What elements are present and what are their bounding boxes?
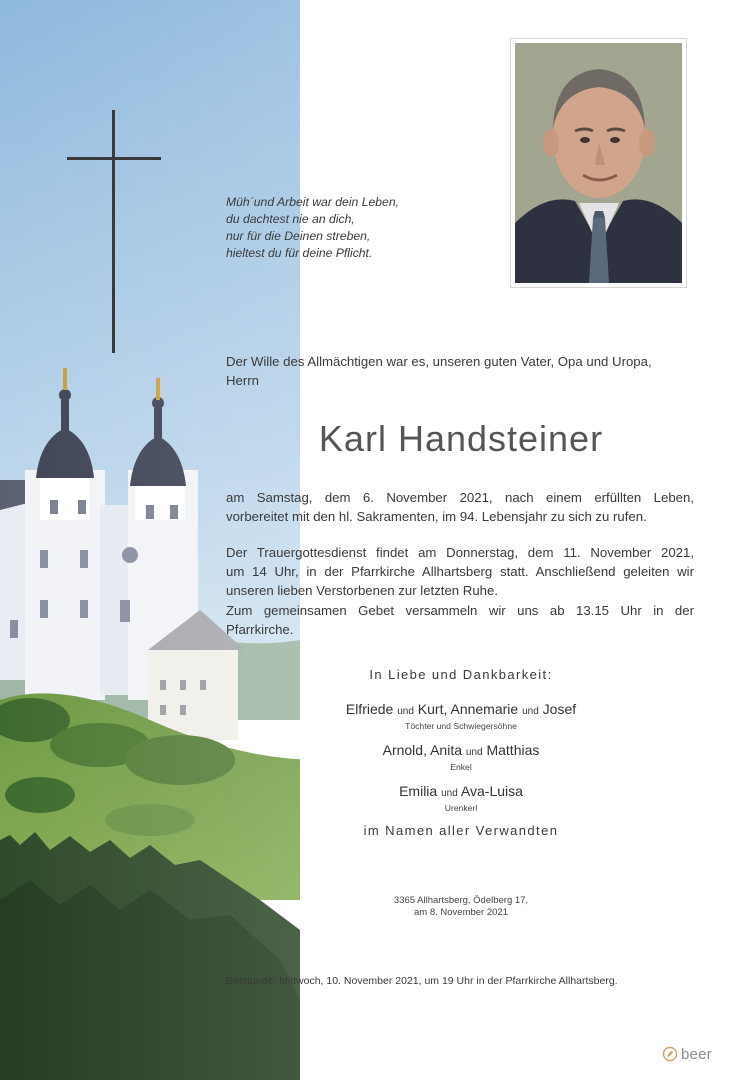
memorial-poem [226,194,456,262]
conjunction: und [522,706,539,717]
paragraph-line: vorbereitet mit den hl. Sakramenten, im 94. Lebensjahr zu sich zu rufen. [226,509,647,524]
intro-line: Herrn [226,373,259,388]
beer-logo [662,1044,712,1064]
paragraph-line: am Samstag, dem 6. November 2021, nach einem erfüllten Leben, [226,490,694,505]
mourner-name: Ava-Luisa [460,783,523,799]
mourner-row-children [226,700,696,721]
mourner-name: Elfriede [345,701,394,717]
service-paragraph [226,543,694,600]
poem-line: du dachtest nie an dich, [226,212,355,226]
thanks-heading: In Liebe und Dankbarkeit: [369,667,553,682]
mourner-name: Arnold, Anita [382,742,462,758]
mourner-row-grandchildren [226,741,696,762]
conjunction: und [441,788,458,799]
paragraph-line: Zum gemeinsamen Gebet versammeln wir uns ab 13.15 Uhr in der [226,603,694,618]
paragraph-line: unseren lieben Verstorbenen zur letzten Ruhe. [226,583,498,598]
poem-line: nur für die Deinen streben, [226,229,371,243]
conjunction: und [465,747,483,758]
paragraph-line: Der Trauergottesdienst findet am Donnerstag, dem 11. November 2021, [226,545,694,560]
mourner-name: Josef [542,701,577,717]
relation-label: Enkel [450,762,472,772]
relation-label: Urenkerl [444,803,478,813]
logo-text: beer [681,1045,712,1063]
conjunction: und [397,706,414,717]
relation-label: Töchter und Schwiegersöhne [405,721,517,731]
place-and-date [226,895,696,919]
deceased-name: Karl Handsteiner [318,418,604,459]
mourner-name: Matthias [486,742,540,758]
relatives-line: im Namen aller Verwandten [363,823,559,838]
poem-line: hieltest du für deine Pflicht. [226,246,373,260]
intro-line: Der Wille des Allmächtigen war es, unseren guten Vater, Opa und Uropa, [226,354,652,369]
intro-text [226,352,696,390]
mourner-row-great-grandchildren [226,782,696,803]
leaf-icon [662,1046,678,1062]
poem-line: Müh´und Arbeit war dein Leben, [226,195,399,209]
wake-announcement: Betstunde: Mittwoch, 10. November 2021, um 19 Uhr in der Pfarrkirche Allhartsberg. [226,975,618,987]
prayer-paragraph [226,601,694,639]
mourner-name: Kurt, Annemarie [417,701,519,717]
cross-vertical-bar [112,110,115,353]
cross-horizontal-bar [67,157,161,160]
passing-paragraph [226,488,694,526]
mourner-name: Emilia [399,783,438,799]
address-line: 3365 Allhartsberg, Ödelberg 17, [393,895,529,906]
paragraph-line: um 14 Uhr, in der Pfarrkirche Allhartsberg statt. Anschließend geleiten wir [226,564,694,579]
portrait-image [515,43,682,283]
portrait-photo [510,38,687,288]
date-line: am 8. November 2021 [414,907,508,918]
paragraph-line: Pfarrkirche. [226,622,294,637]
mourners-list [226,700,696,823]
